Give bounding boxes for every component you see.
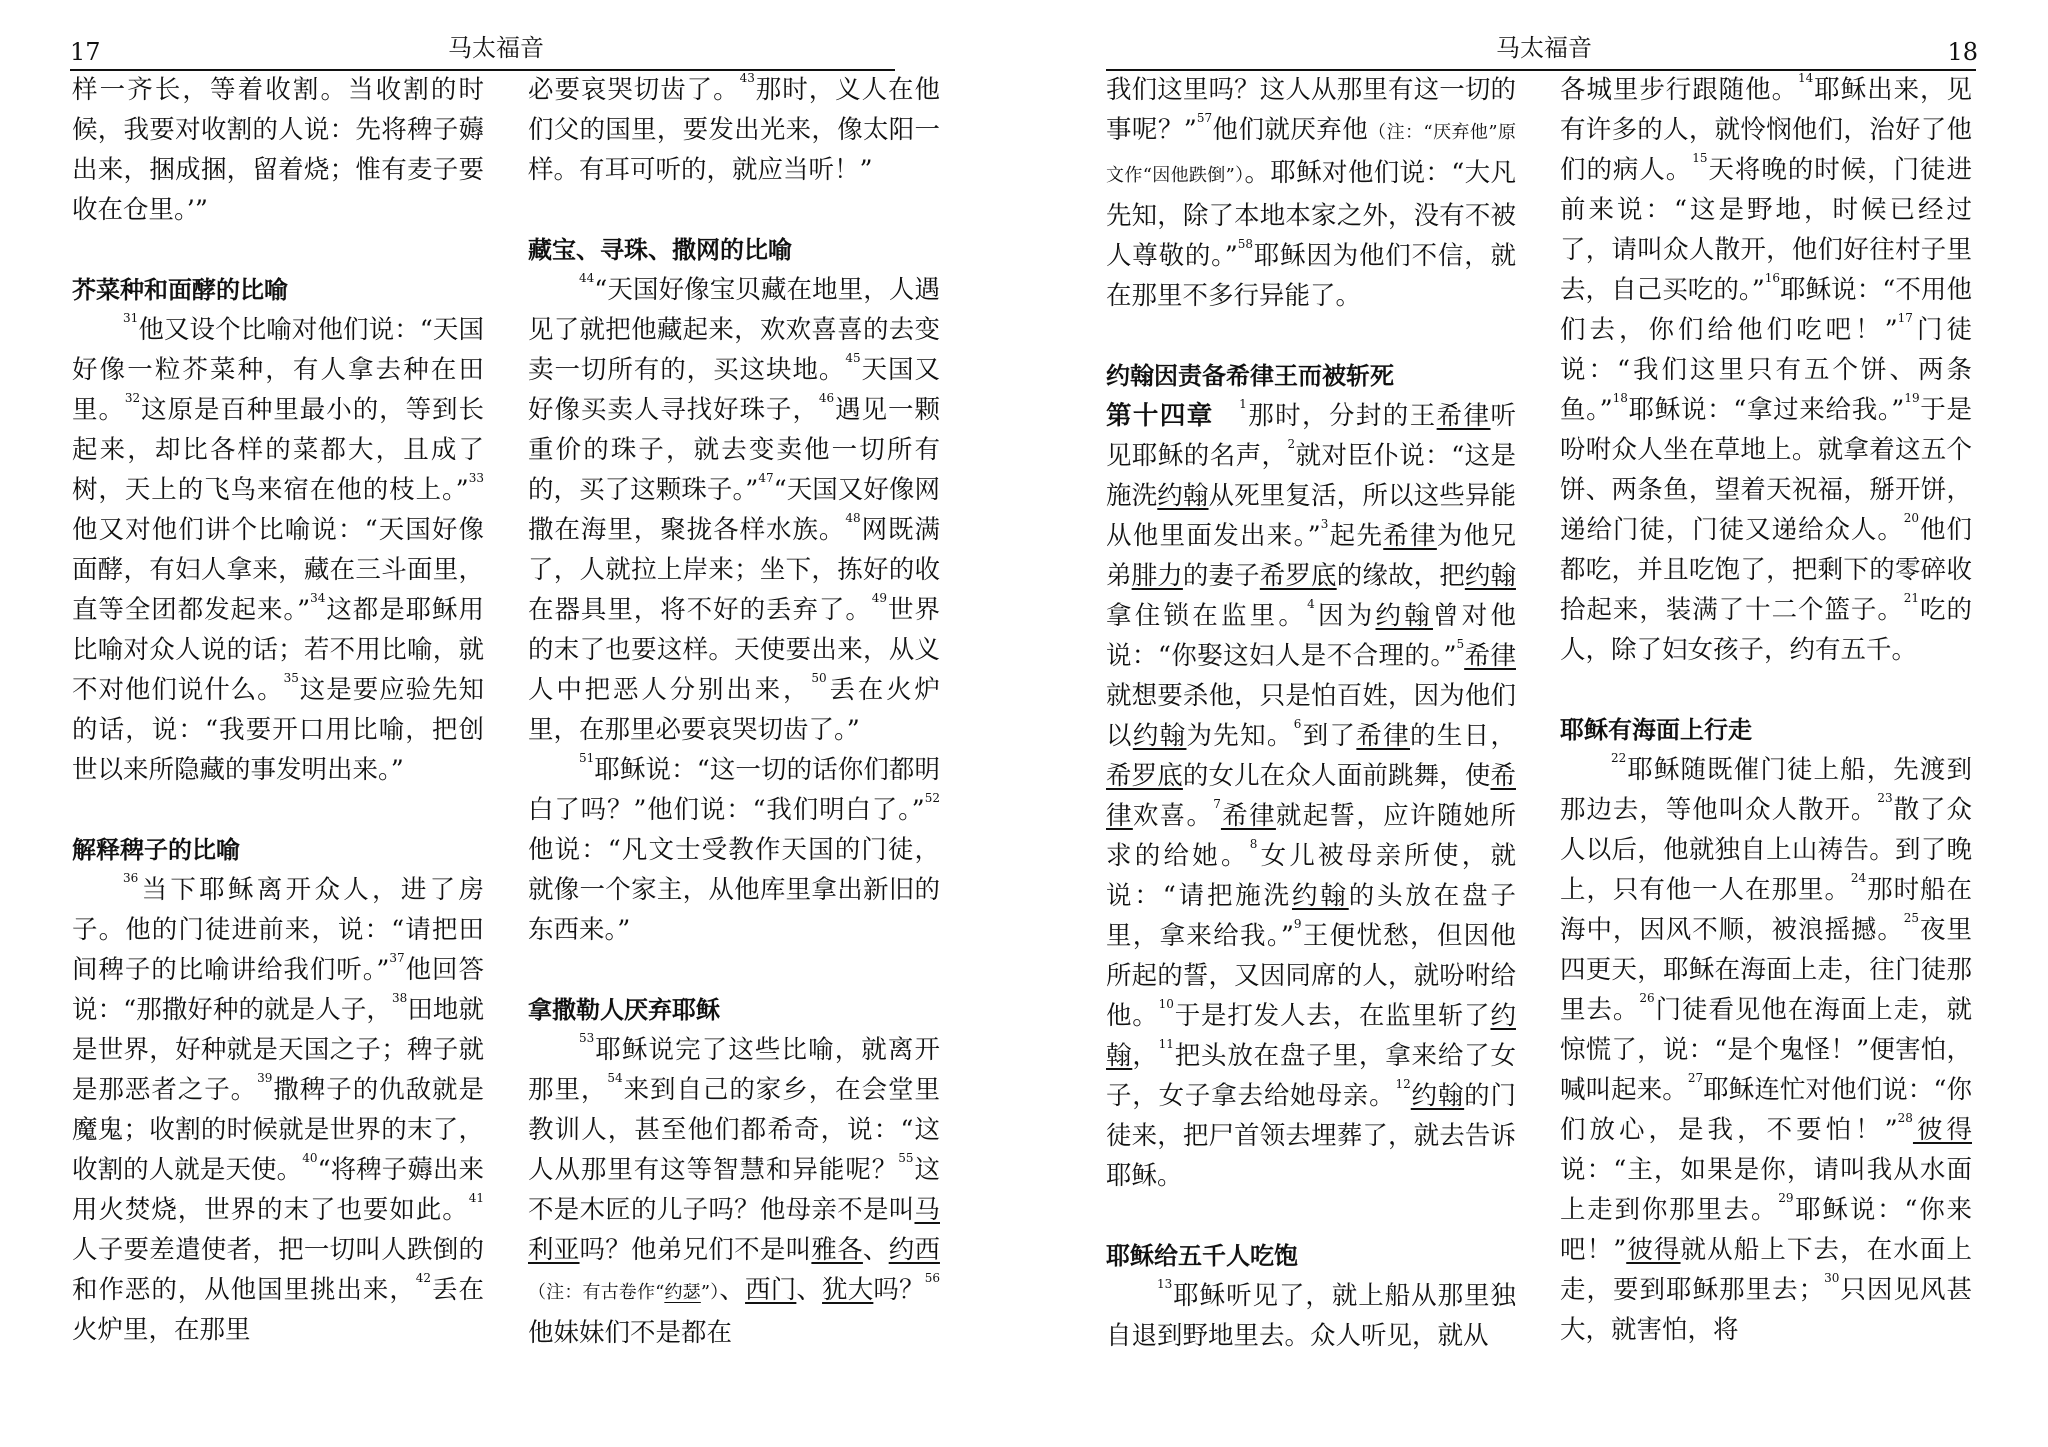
right-column-1: [1106, 70, 1516, 1356]
verse-number: 28: [1897, 1111, 1913, 1125]
left-column-2: [528, 70, 940, 1353]
verse-number: 8: [1249, 837, 1258, 851]
verse-number: 52: [924, 791, 940, 805]
verse-number: 50: [811, 671, 827, 685]
paragraph: 样一齐长，等着收割。当收割的时候，我要对收割的人说：先将稗子薅出来，捆成捆，留着烧；惟有麦子要收在仓里。’”: [72, 75, 484, 225]
page-number: 18: [1947, 38, 1978, 66]
paragraph: 我们这里吗？这人从那里有这一切的事呢？”$^{57}$他们就厌弃他（注：“厌弃他”原文作“因他跌倒”）。耶稣对他们说：“大凡先知，除了本地本家之外，没有不被人尊敬的。”$^{58}$耶稣因为他们不信，就在那里不多行异能了。: [1106, 75, 1516, 311]
verse-number: 56: [924, 1271, 940, 1285]
verse-number: 39: [257, 1071, 273, 1085]
verse-number: 24: [1850, 871, 1867, 885]
verse-number: 21: [1903, 591, 1920, 605]
verse-number: 9: [1293, 917, 1302, 931]
verse-number: 55: [898, 1151, 914, 1165]
paragraph: 第十四章 $^1$那时，分封的王希律听见耶稣的名声，$^2$就对臣仆说：“这是施洗约翰从死里复活，所以这些异能从他里面发出来。”$^3$起先希律为他兄弟腓力的妻子希罗底的缘故，把约翰拿住锁在监里。$^4$因为约翰曾对他说：“你娶这妇人是不合理的。”$^5$希律就想要杀他，只是怕百姓，因为他们以约翰为先知。$^6$到了希律的生日，希罗底的女儿在众人面前跳舞，使希律欢喜。$^7$希律就起誓，应许随她所求的给她。$^8$女儿被母亲所使，就说：“请把施洗约翰的头放在盘子里，拿来给我。”$^9$王便忧愁，但因他所起的誓，又因同席的人，就吩咐给他。$^{10}$于是打发人去，在监里斩了约翰，$^{11}$把头放在盘子里，拿来给了女子，女子拿去给她母亲。$^{12}$约翰的门徒来，把尸首领去埋葬了，就去告诉耶稣。: [1106, 397, 1516, 1191]
verse-number: 47: [758, 471, 774, 485]
proper-name: 彼得: [1912, 1115, 1972, 1145]
proper-name: 腓力: [1131, 561, 1183, 591]
proper-name: 约翰: [1410, 1081, 1465, 1111]
verse-number: 54: [607, 1071, 623, 1085]
proper-name: 约翰: [1157, 481, 1209, 511]
section-heading: 耶稣有海面上行走: [1560, 716, 1752, 744]
paragraph: $^{44}$“天国好像宝贝藏在地里，人遇见了就把他藏起来，欢欢喜喜的去变卖一切所有的，买这块地。$^{45}$天国又好像买卖人寻找好珠子，$^{46}$遇见一颗重价的珠子，就去变卖他一切所有的，买了这颗珠子。”$^{47}$“天国又好像网撒在海里，聚拢各样水族。$^{48}$网既满了，人就拉上岸来；坐下，拣好的收在器具里，将不好的丢弃了。$^{49}$世界的末了也要这样。天使要出来，从义人中把恶人分别出来，$^{50}$丢在火炉里，在那里必要哀哭切齿了。”: [528, 271, 940, 745]
paragraph: $^{22}$耶稣随既催门徒上船，先渡到那边去，等他叫众人散开。$^{23}$散了众人以后，他就独自上山祷告。到了晚上，只有他一人在那里。$^{24}$那时船在海中，因风不顺，被浪摇撼。$^{25}$夜里四更天，耶稣在海面上走，往门徒那里去。$^{26}$门徒看见他在海面上走，就惊慌了，说：“是个鬼怪！”便害怕，喊叫起来。$^{27}$耶稣连忙对他们说：“你们放心，是我，不要怕！”$^{28}$彼得说：“主，如果是你，请叫我从水面上走到你那里去。$^{29}$耶稣说：“你来吧！”彼得就从船上下去，在水面上走，要到耶稣那里去；$^{30}$只因见风甚大，就害怕，将: [1560, 751, 1972, 1345]
proper-name: 希律: [1436, 401, 1491, 431]
verse-number: 23: [1877, 791, 1893, 805]
verse-number: 41: [468, 1191, 484, 1205]
verse-number: 4: [1307, 597, 1315, 611]
running-title: 马太福音: [1496, 34, 1592, 62]
verse-number: 5: [1456, 637, 1465, 651]
verse-number: 32: [124, 391, 141, 405]
verse-number: 38: [391, 991, 408, 1005]
verse-number: 29: [1778, 1191, 1794, 1205]
section-heading: 芥菜种和面酵的比喻: [72, 276, 288, 304]
paragraph: $^{31}$他又设个比喻对他们说：“天国好像一粒芥菜种，有人拿去种在田里。$^{32}$这原是百种里最小的，等到长起来，却比各样的菜都大，且成了树，天上的飞鸟来宿在他的枝上。”$^{33}$他又对他们讲个比喻说：“天国好像面酵，有妇人拿来，藏在三斗面里，直等全团都发起来。”$^{34}$这都是耶稣用比喻对众人说的话；若不用比喻，就不对他们说什么。$^{35}$这是要应验先知的话，说：“我要开口用比喻，把创世以来所隐藏的事发明出来。”: [72, 311, 484, 785]
proper-name: 约瑟: [664, 1282, 701, 1303]
footnote-inline: （注：“厌弃他”原文作“因他跌倒”）: [1106, 122, 1516, 186]
verse-number: 11: [1158, 1037, 1174, 1051]
proper-name: 希罗底: [1259, 561, 1337, 591]
verse-number: 18: [1612, 391, 1628, 405]
paragraph: $^{13}$耶稣听见了，就上船从那里独自退到野地里去。众人听见，就从: [1106, 1277, 1516, 1351]
proper-name: 马利亚: [528, 1195, 940, 1265]
right-column-2: [1560, 70, 1972, 1350]
proper-name: 约翰: [1292, 881, 1349, 911]
section-heading: 解释稗子的比喻: [72, 836, 240, 864]
verse-number: 48: [845, 511, 861, 525]
verse-number: 10: [1158, 997, 1174, 1011]
verse-number: 2: [1287, 437, 1296, 451]
verse-number: 26: [1639, 991, 1655, 1005]
section-heading: 耶稣给五千人吃饱: [1106, 1242, 1298, 1270]
right-page: [1024, 0, 2048, 1447]
verse-number: 57: [1196, 111, 1213, 125]
verse-number: 7: [1213, 797, 1221, 811]
section-heading: 约翰因责备希律王而被斩死: [1106, 362, 1394, 390]
verse-number: 51: [579, 751, 595, 765]
verse-number: 40: [302, 1151, 318, 1165]
verse-number: 33: [468, 471, 484, 485]
verse-number: 27: [1687, 1071, 1704, 1085]
running-title: 马太福音: [448, 34, 544, 62]
verse-number: 46: [818, 391, 835, 405]
verse-number: 53: [579, 1031, 595, 1045]
section-heading: 拿撒勒人厌弃耶稣: [528, 996, 720, 1024]
proper-name: 约翰: [1464, 561, 1516, 591]
proper-name: 约翰: [1375, 601, 1433, 631]
paragraph: $^{36}$当下耶稣离开众人，进了房子。他的门徒进前来，说：“请把田间稗子的比喻讲给我们听。”$^{37}$他回答说：“那撒好种的就是人子，$^{38}$田地就是世界，好种就是天国之子；稗子就是那恶者之子。$^{39}$撒稗子的仇敌就是魔鬼；收割的时候就是世界的末了，收割的人就是天使。$^{40}$“将稗子薅出来用火焚烧，世界的末了也要如此。$^{41}$人子要差遣使者，把一切叫人跌倒的和作恶的，从他国里挑出来，$^{42}$丢在火炉里，在那里: [72, 871, 484, 1345]
page-number: 17: [70, 38, 101, 66]
left-column-1: [72, 70, 484, 1350]
paragraph: $^{53}$耶稣说完了这些比喻，就离开那里，$^{54}$来到自己的家乡，在会堂里教训人，甚至他们都希奇，说：“这人从那里有这等智慧和异能呢？$^{55}$这不是木匠的儿子吗？他母亲不是叫马利亚吗？他弟兄们不是叫雅各、约西（注：有古卷作“约瑟”）、西门、犹大吗？$^{56}$他妹妹们不是都在: [528, 1031, 940, 1348]
proper-name: 希罗底: [1106, 761, 1183, 791]
proper-name: 彼得: [1626, 1235, 1681, 1265]
verse-number: 16: [1764, 271, 1781, 285]
verse-number: 1: [1239, 397, 1247, 411]
chapter-heading: 第十四章: [1106, 401, 1214, 431]
paragraph: $^{51}$耶稣说：“这一切的话你们都明白了吗？”他们说：“我们明白了。”$^{52}$他说：“凡文士受教作天国的门徒，就像一个家主，从他库里拿出新旧的东西来。”: [528, 751, 940, 945]
proper-name: 希律: [1106, 761, 1516, 831]
paragraph: 各城里步行跟随他。$^{14}$耶稣出来，见有许多的人，就怜悯他们，治好了他们的病人。$^{15}$天将晚的时候，门徒进前来说：“这是野地，时候已经过了，请叫众人散开，他们好往村子里去，自己买吃的。”$^{16}$耶稣说：“不用他们去，你们给他们吃吧！”$^{17}$门徒说：“我们这里只有五个饼、两条鱼。”$^{18}$耶稣说：“拿过来给我。”$^{19}$于是吩咐众人坐在草地上。就拿着这五个饼、两条鱼，望着天祝福，掰开饼，递给门徒，门徒又递给众人。$^{20}$他们都吃，并且吃饱了，把剩下的零碎收拾起来，装满了十二个篮子。$^{21}$吃的人，除了妇女孩子，约有五千。: [1560, 71, 1972, 665]
verse-number: 45: [845, 351, 861, 365]
verse-number: 15: [1692, 151, 1708, 165]
verse-number: 31: [123, 311, 139, 325]
proper-name: 希律: [1464, 641, 1516, 671]
verse-number: 35: [283, 671, 299, 685]
proper-name: 犹大: [822, 1275, 874, 1305]
proper-name: 约西: [888, 1235, 940, 1265]
verse-number: 30: [1824, 1271, 1840, 1285]
verse-number: 3: [1320, 517, 1329, 531]
verse-number: 13: [1157, 1277, 1173, 1291]
verse-number: 6: [1293, 717, 1302, 731]
verse-number: 19: [1904, 391, 1920, 405]
paragraph: 必要哀哭切齿了。$^{43}$那时，义人在他们父的国里，要发出光来，像太阳一样。有耳可听的，就应当听！”: [528, 71, 940, 185]
verse-number: 44: [579, 271, 595, 285]
verse-number: 17: [1897, 311, 1913, 325]
verse-number: 43: [739, 71, 755, 85]
verse-number: 37: [389, 951, 405, 965]
verse-number: 12: [1395, 1077, 1411, 1091]
proper-name: 希律: [1356, 721, 1410, 751]
verse-number: 34: [310, 591, 326, 605]
proper-name: 希律: [1383, 521, 1437, 551]
proper-name: 约翰: [1106, 1001, 1516, 1071]
verse-number: 42: [415, 1271, 432, 1285]
proper-name: 雅各: [811, 1235, 863, 1265]
verse-number: 22: [1611, 751, 1627, 765]
proper-name: 西门: [745, 1275, 797, 1305]
footnote-inline: （注：有古卷作“: [528, 1282, 665, 1303]
section-heading: 藏宝、寻珠、撒网的比喻: [528, 236, 792, 264]
verse-number: 36: [123, 871, 139, 885]
proper-name: 约翰: [1132, 721, 1187, 751]
verse-number: 14: [1798, 71, 1814, 85]
proper-name: 希律: [1220, 801, 1276, 831]
verse-number: 20: [1903, 511, 1920, 525]
verse-number: 25: [1903, 911, 1920, 925]
verse-number: 58: [1237, 237, 1254, 251]
verse-number: 49: [871, 591, 888, 605]
